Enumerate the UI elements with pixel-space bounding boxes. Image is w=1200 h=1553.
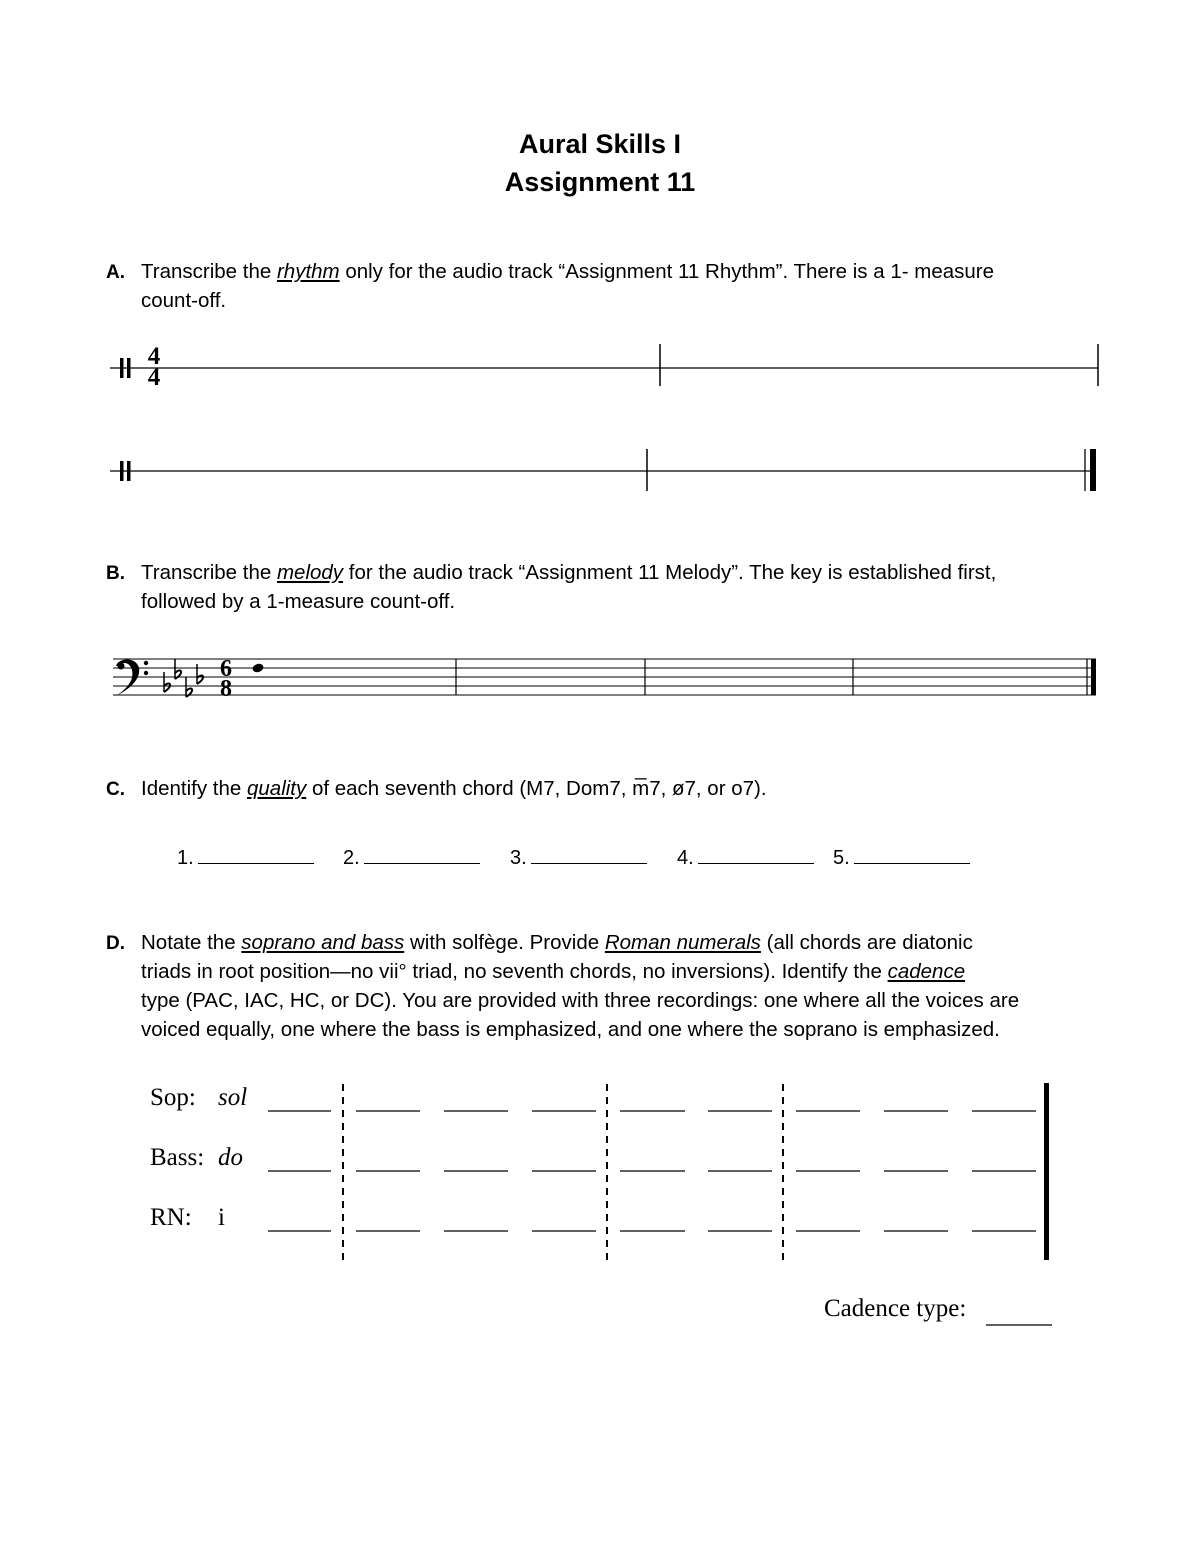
section-d-line-2: triads in root position—no vii° triad, no seventh chords, no inversions). Identify the cadence — [141, 960, 966, 983]
chord-quality-answer-5[interactable]: 5. — [833, 845, 970, 871]
section-a-letter: A. — [106, 262, 125, 283]
section-a-line-1: Transcribe the rhythm only for the audio track “Assignment 11 Rhythm”. There is a 1- measure — [141, 260, 995, 283]
time-signature-top: 4 — [147, 343, 161, 370]
time-signature-bottom: 8 — [220, 676, 232, 702]
section-b-line-2: followed by a 1-measure count-off. — [141, 590, 456, 613]
flat-icon — [175, 659, 181, 679]
melody-staff[interactable] — [0, 650, 1200, 710]
bass-clef-icon — [116, 660, 148, 697]
chord-quality-answer-2[interactable]: 2. — [343, 845, 480, 871]
starting-note — [251, 662, 264, 673]
soprano-given: sol — [218, 1084, 248, 1111]
answer-blank[interactable] — [854, 845, 970, 864]
section-a-instructions — [141, 257, 1071, 315]
chord-quality-answer-1[interactable]: 1. — [177, 845, 314, 871]
time-signature-top: 6 — [220, 656, 232, 682]
cadence-type-blank-graphic[interactable] — [0, 1320, 1200, 1330]
section-c-instructions: Identify the quality of each seventh chord (M7, Dom7, m̅7, ø7, or o7). — [141, 777, 767, 800]
bass-label: Bass: — [150, 1144, 205, 1171]
quality-emphasis: quality — [246, 777, 307, 800]
assignment-title: Assignment 11 — [504, 167, 696, 197]
soprano-label: Sop: — [150, 1084, 196, 1111]
rn-label: RN: — [150, 1204, 192, 1231]
answer-blanks[interactable] — [268, 1111, 1036, 1231]
soprano-bass-emphasis: soprano and bass — [241, 931, 405, 954]
bass-given: do — [218, 1144, 243, 1171]
section-b-line-1: Transcribe the melody for the audio track “Assignment 11 Melody”. The key is established first, — [141, 561, 997, 584]
final-barline — [1044, 1083, 1049, 1260]
final-barline-thick — [1090, 449, 1096, 491]
flat-icon — [197, 664, 203, 684]
answer-blank[interactable] — [698, 845, 814, 864]
flat-icon — [186, 677, 192, 697]
flat-icon — [164, 672, 170, 692]
roman-numerals-emphasis: Roman numerals — [604, 931, 761, 954]
final-barline-thick — [1091, 659, 1096, 695]
section-c-letter: C. — [106, 779, 125, 800]
chord-quality-answer-4[interactable]: 4. — [677, 845, 814, 871]
time-signature-bottom: 4 — [147, 364, 161, 391]
cadence-type-label: Cadence type: — [824, 1295, 967, 1322]
section-d-line-1: Notate the soprano and bass with solfège. Provide Roman numerals (all chords are diatonic — [141, 931, 973, 954]
section-b-instructions — [141, 558, 1071, 616]
melody-emphasis: melody — [276, 561, 344, 584]
answer-blank[interactable] — [531, 845, 647, 864]
course-title: Aural Skills I — [518, 129, 682, 159]
section-a-line-2: count-off. — [141, 289, 227, 312]
rhythm-staff-1[interactable] — [0, 340, 1200, 400]
chord-quality-answer-3[interactable]: 3. — [510, 845, 647, 871]
solfege-grid[interactable] — [0, 1080, 1200, 1265]
section-d-line-4: voiced equally, one where the bass is emphasized, and one where the soprano is emphasized. — [141, 1018, 1000, 1041]
section-d-instructions — [141, 928, 1081, 1044]
section-b-letter: B. — [106, 563, 125, 584]
rhythm-staff-2[interactable] — [0, 445, 1200, 505]
cadence-emphasis: cadence — [887, 960, 966, 983]
rn-given: i — [218, 1204, 225, 1231]
answer-blank[interactable] — [364, 845, 480, 864]
cadence-type-row — [824, 1295, 966, 1323]
answer-blank[interactable] — [198, 845, 314, 864]
rhythm-emphasis: rhythm — [276, 260, 340, 283]
section-d-line-3: type (PAC, IAC, HC, or DC). You are provided with three recordings: one where all the voices are — [141, 989, 1020, 1012]
section-d-letter: D. — [106, 933, 125, 954]
